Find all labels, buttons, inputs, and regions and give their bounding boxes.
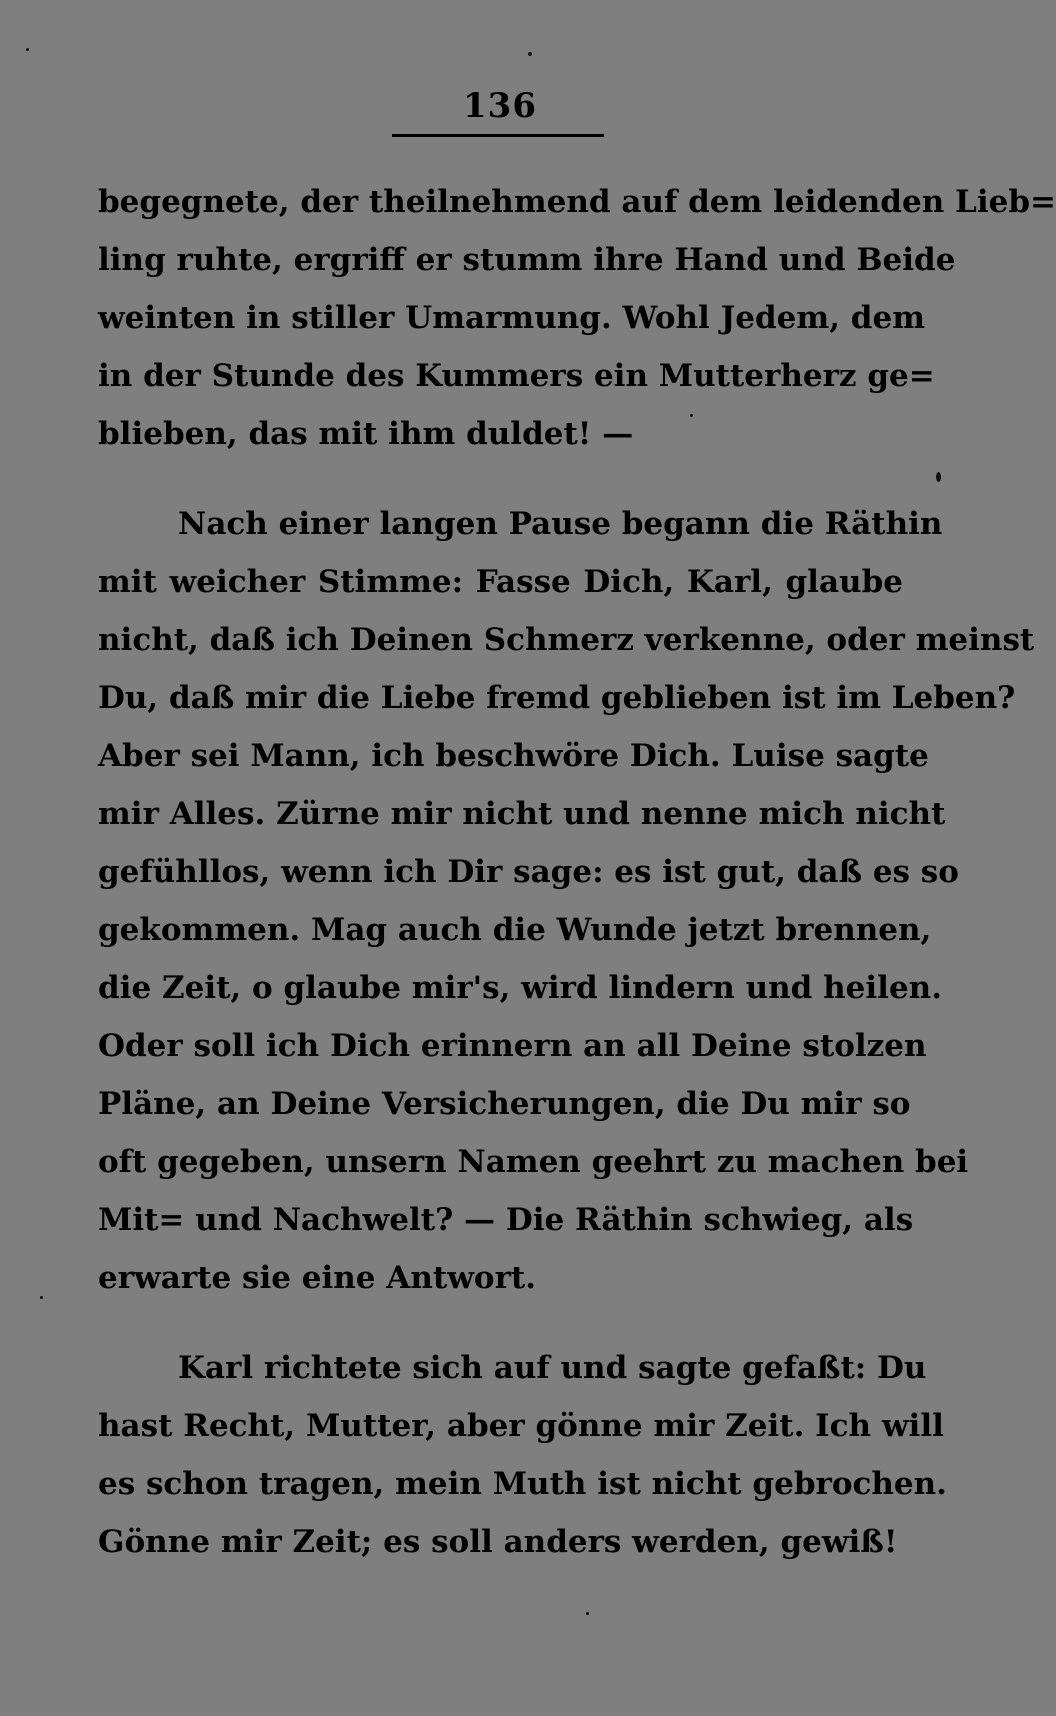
paragraph-1-line-2: ling ruhte, ergriff er stumm ihre Hand und Beide [98, 242, 956, 278]
scan-speck [40, 1296, 43, 1299]
paragraph-2-line-4: Du, daß mir die Liebe fremd geblieben ist im Leben? [98, 680, 1016, 716]
paragraph-3-line-4: Gönne mir Zeit; es soll anders werden, gewiß! [98, 1524, 898, 1560]
page-number-rule [392, 134, 604, 137]
paragraph-2-line-2: mit weicher Stimme: Fasse Dich, Karl, glaube [98, 564, 903, 600]
paragraph-3-line-2: hast Recht, Mutter, aber gönne mir Zeit. Ich will [98, 1408, 944, 1444]
paragraph-2-line-8: gekommen. Mag auch die Wunde jetzt brennen, [98, 912, 932, 948]
paragraph-2-line-11: Pläne, an Deine Versicherungen, die Du mir so [98, 1086, 911, 1122]
scan-speck [690, 414, 693, 417]
scan-speck [528, 52, 532, 56]
paragraph-2-line-1: Nach einer langen Pause begann die Räthin [178, 506, 943, 542]
scan-speck [936, 472, 941, 482]
paragraph-3-line-3: es schon tragen, mein Muth ist nicht gebrochen. [98, 1466, 947, 1502]
paragraph-1-line-3: weinten in stiller Umarmung. Wohl Jedem, dem [98, 300, 925, 336]
paragraph-2-line-13: Mit= und Nachwelt? — Die Räthin schwieg, als [98, 1202, 914, 1238]
paragraph-1-line-4: in der Stunde des Kummers ein Mutterherz ge= [98, 358, 935, 394]
paragraph-3-line-1: Karl richtete sich auf und sagte gefaßt: Du [178, 1350, 927, 1386]
paragraph-2-line-14: erwarte sie eine Antwort. [98, 1260, 537, 1296]
paragraph-2-line-7: gefühllos, wenn ich Dir sage: es ist gut, daß es so [98, 854, 959, 890]
paragraph-2-line-5: Aber sei Mann, ich beschwöre Dich. Luise sagte [98, 738, 929, 774]
paragraph-2-line-10: Oder soll ich Dich erinnern an all Deine stolzen [98, 1028, 927, 1064]
scan-speck [586, 1612, 589, 1615]
page-number: 136 [463, 86, 537, 126]
paragraph-1-line-1: begegnete, der theilnehmend auf dem leidenden Lieb= [98, 184, 1056, 220]
paragraph-2-line-12: oft gegeben, unsern Namen geehrt zu machen bei [98, 1144, 969, 1180]
scan-speck [26, 48, 29, 51]
paragraph-2-line-3: nicht, daß ich Deinen Schmerz verkenne, oder meinst [98, 622, 1035, 658]
paragraph-2-line-9: die Zeit, o glaube mir's, wird lindern und heilen. [98, 970, 943, 1006]
paragraph-1-line-5: blieben, das mit ihm duldet! — [98, 416, 634, 452]
paragraph-2-line-6: mir Alles. Zürne mir nicht und nenne mich nicht [98, 796, 946, 832]
